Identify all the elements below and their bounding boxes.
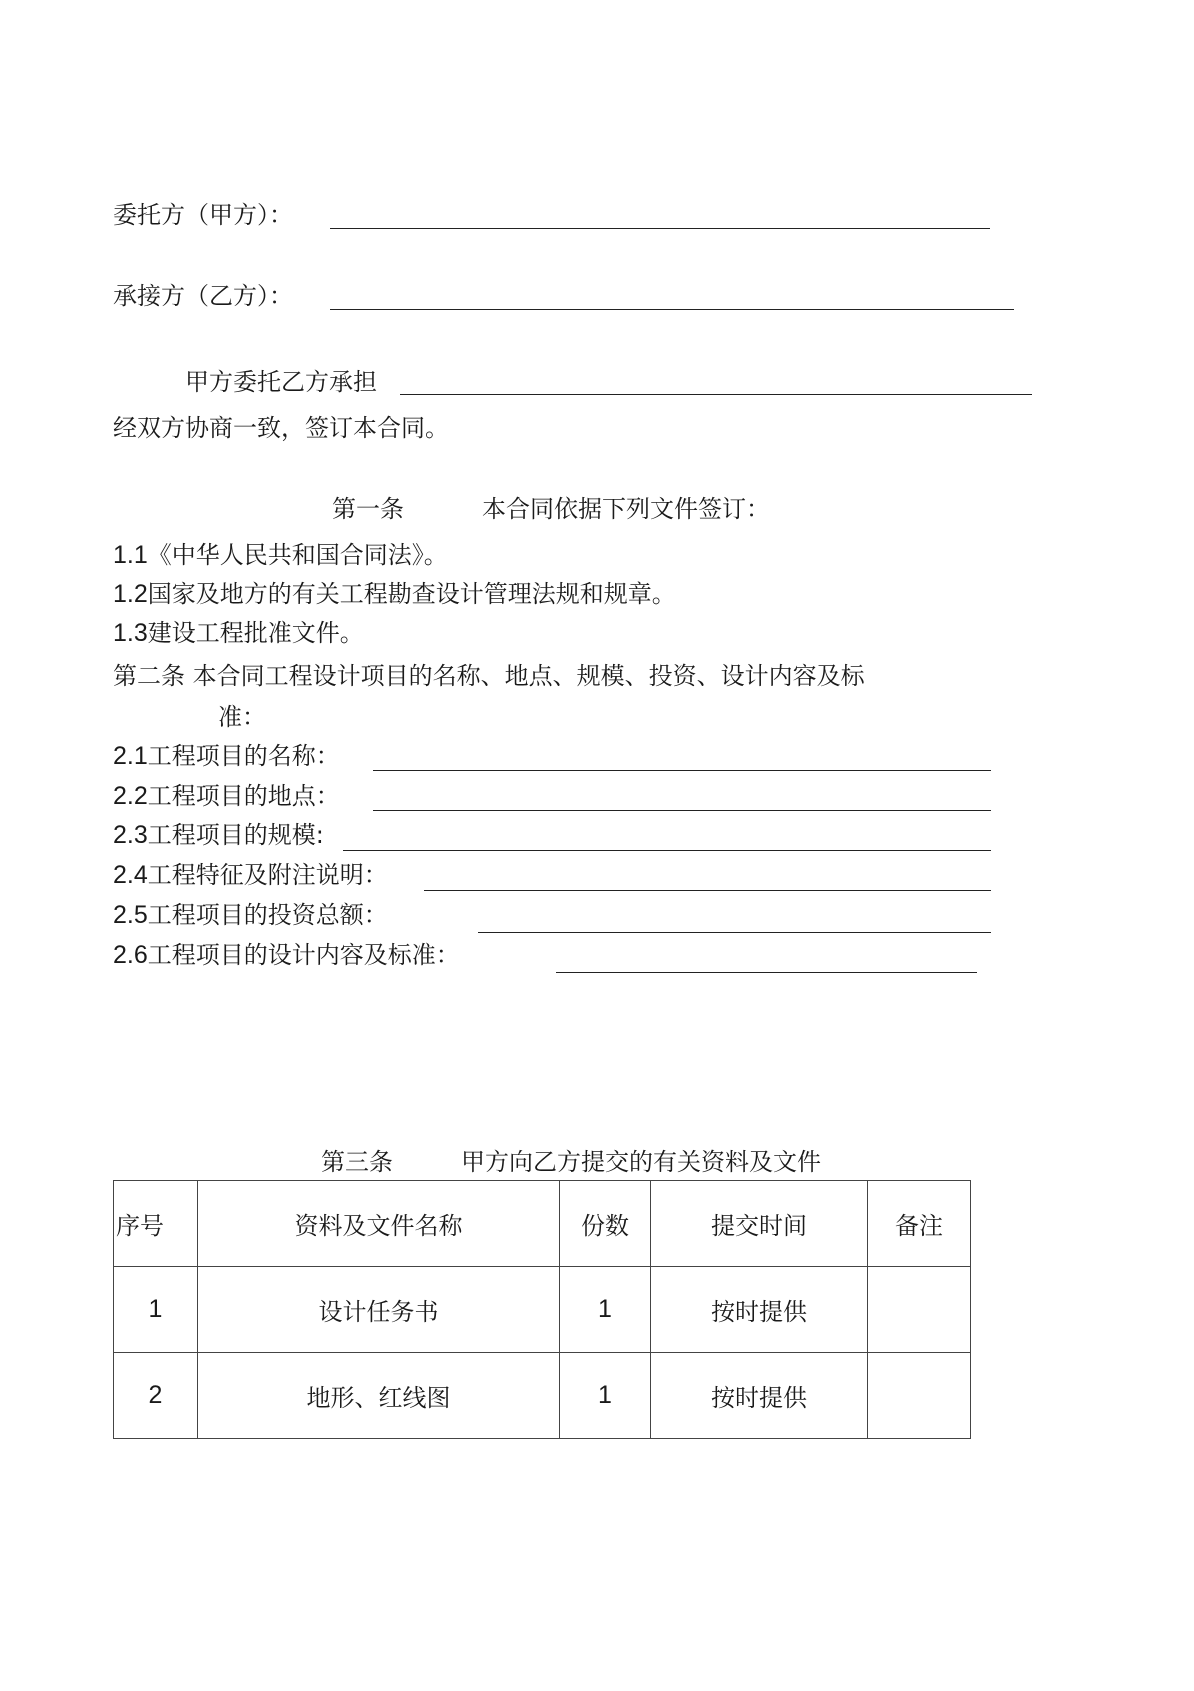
table-cell: 2: [114, 1353, 198, 1439]
table-cell: 按时提供: [651, 1353, 868, 1439]
item-text: 建设工程批准文件。: [147, 619, 364, 647]
article1-number: 第一条: [332, 495, 404, 523]
header-cell: 提交时间: [651, 1181, 868, 1267]
table-header-row: [114, 1181, 971, 1267]
project-design-blank[interactable]: [556, 972, 977, 973]
entrust-blank[interactable]: [400, 394, 1032, 395]
client-label: 委托方（甲方）：: [113, 201, 293, 229]
header-cell: 资料及文件名称: [198, 1181, 560, 1267]
table-cell: 地形、红线图: [198, 1353, 560, 1439]
table-row: [114, 1353, 971, 1439]
project-features-blank[interactable]: [424, 890, 991, 891]
header-cell: 份数: [560, 1181, 651, 1267]
project-name-blank[interactable]: [373, 770, 991, 771]
project-scale-blank[interactable]: [343, 850, 991, 851]
table-cell: 1: [560, 1353, 651, 1439]
documents-table: [113, 1180, 971, 1439]
header-cell: 序号: [114, 1181, 198, 1267]
agreement-text: 经双方协商一致，签订本合同。: [113, 414, 449, 442]
table-cell: 设计任务书: [198, 1267, 560, 1353]
item-text: 《中华人民共和国合同法》。: [147, 541, 448, 569]
item-text: 国家及地方的有关工程勘查设计管理法规和规章。: [147, 580, 676, 608]
item-text: 工程项目的设计内容及标准：: [147, 941, 460, 969]
table-cell[interactable]: [868, 1353, 971, 1439]
article1-item: [113, 535, 448, 575]
article1-item: [113, 613, 364, 653]
item-number: 1.2: [113, 580, 148, 608]
article2-item: [113, 815, 324, 855]
article1-title: 本合同依据下列文件签订：: [482, 495, 770, 523]
contractor-label: 承接方（乙方）：: [113, 282, 293, 310]
table-row: [114, 1267, 971, 1353]
project-location-blank[interactable]: [373, 810, 991, 811]
article3-title: 甲方向乙方提交的有关资料及文件: [461, 1148, 821, 1176]
item-number: 2.6: [113, 941, 148, 969]
project-investment-blank[interactable]: [478, 932, 991, 933]
item-number: 2.2: [113, 782, 148, 810]
article2-item: [113, 935, 460, 975]
article3-number: 第三条: [321, 1148, 393, 1176]
table-cell: 按时提供: [651, 1267, 868, 1353]
item-text: 工程项目的投资总额：: [147, 901, 388, 929]
entrust-text: 甲方委托乙方承担: [185, 368, 377, 396]
item-number: 2.5: [113, 901, 148, 929]
item-text: 工程特征及附注说明：: [147, 861, 388, 889]
article2-item: [113, 855, 388, 895]
item-number: 2.3: [113, 821, 148, 849]
table-cell[interactable]: [868, 1267, 971, 1353]
article2-heading: 第二条 本合同工程设计项目的名称、地点、规模、投资、设计内容及标: [113, 662, 865, 690]
contractor-blank[interactable]: [330, 309, 1014, 310]
article2-item: [113, 776, 340, 816]
item-number: 1.3: [113, 619, 148, 647]
item-number: 2.4: [113, 861, 148, 889]
item-number: 2.1: [113, 742, 148, 770]
article2-item: [113, 736, 340, 776]
article1-item: [113, 574, 676, 614]
item-text: 工程项目的规模:: [147, 821, 324, 849]
item-text: 工程项目的地点：: [147, 782, 340, 810]
header-cell: 备注: [868, 1181, 971, 1267]
table-cell: 1: [114, 1267, 198, 1353]
client-blank[interactable]: [330, 228, 990, 229]
item-text: 工程项目的名称：: [147, 742, 340, 770]
article2-heading-cont: 准：: [218, 703, 266, 731]
table-cell: 1: [560, 1267, 651, 1353]
article2-item: [113, 895, 388, 935]
item-number: 1.1: [113, 541, 148, 569]
